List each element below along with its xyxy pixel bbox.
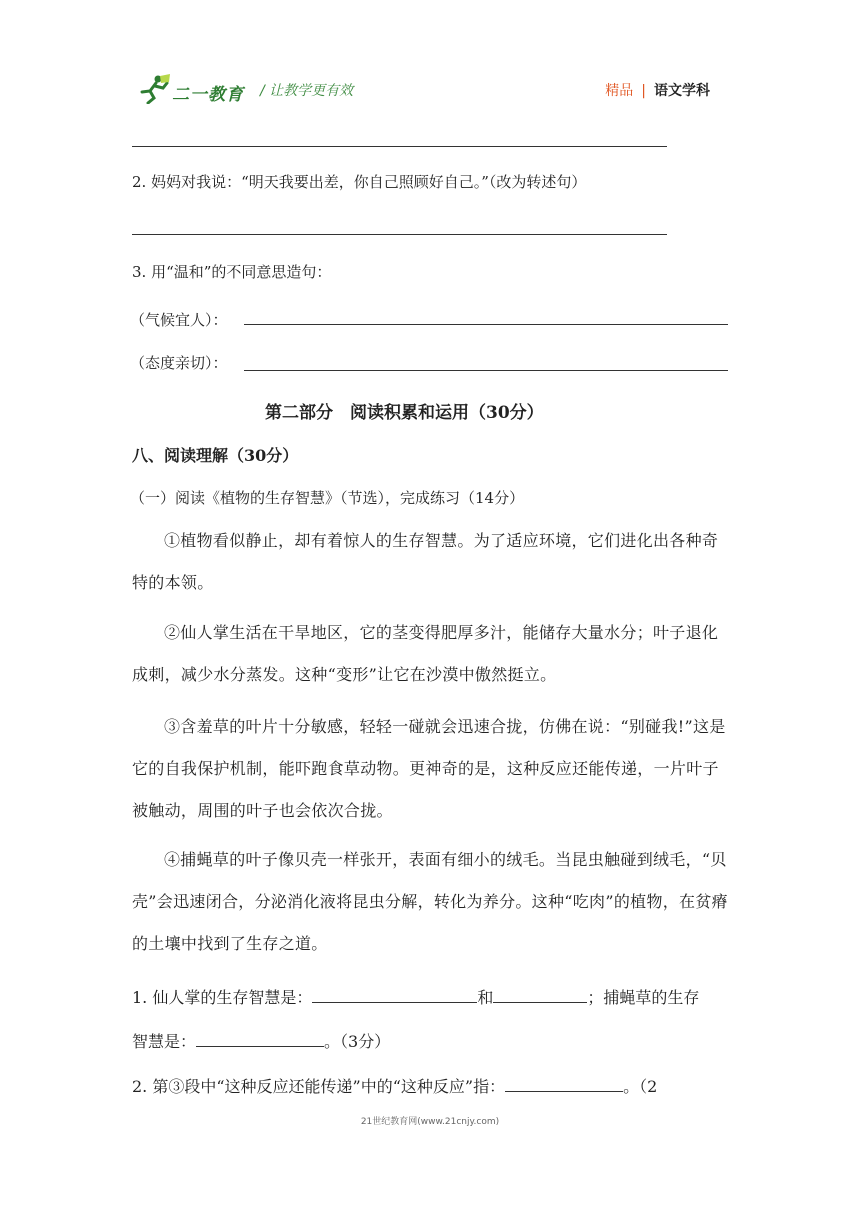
answer-line-3a (244, 324, 728, 325)
reading-intro: （一）阅读《植物的生存智慧》（节选），完成练习（14分） (130, 489, 525, 507)
footer-source: 21世纪教育网(www.21cnjy.com) (360, 1117, 500, 1127)
reading-question-1 (132, 986, 699, 1008)
question-3a-label: （气候宜人）： (130, 311, 228, 329)
q1-and: 和 (477, 988, 494, 1007)
q1-blank-2[interactable] (493, 986, 587, 1003)
subject-label: 语文学科 (654, 83, 710, 99)
reading-question-1-cont (132, 1030, 390, 1052)
q1-prefix-2: 智慧是： (132, 1032, 197, 1051)
question-2-rewrite: 2. 妈妈对我说：“明天我要出差，你自己照顾好自己。”（改为转述句） (132, 173, 587, 191)
question-3-sentence: 3. 用“温和”的不同意思造句： (132, 263, 332, 281)
q1-score: 。（3分） (324, 1032, 391, 1051)
logo-text: 二一教育 (172, 85, 244, 105)
answer-line-2 (132, 234, 667, 235)
paragraph-4: ④捕蝇草的叶子像贝壳一样张开，表面有细小的绒毛。当昆虫触碰到绒毛，“贝壳”会迅速闭合，分泌消化液将昆虫分解，转化为养分。这种“吃肉”的植物，在贫瘠的土壤中找到了生存之道。 (132, 850, 728, 953)
question-3b-label: （态度亲切）： (130, 354, 228, 372)
header-subject (605, 80, 710, 100)
answer-line-1 (132, 146, 667, 147)
part-2-title: 第二部分 阅读积累和运用（30分） (265, 403, 544, 423)
logo (136, 74, 246, 104)
quality-label: 精品 (605, 83, 634, 99)
q1-blank-1[interactable] (312, 986, 477, 1003)
paragraph-2: ②仙人掌生活在干旱地区，它的茎变得肥厚多汁，能储存大量水分；叶子退化成刺，减少水分蒸发。这种“变形”让它在沙漠中傲然挺立。 (132, 623, 719, 684)
paragraph-3: ③含羞草的叶片十分敏感，轻轻一碰就会迅速合拢，仿佛在说：“别碰我!”这是它的自我保护机制，能吓跑食草动物。更神奇的是，这种反应还能传递，一片叶子被触动，周围的叶子也会依次合拢。 (132, 717, 726, 820)
section-8-title: 八、阅读理解（30分） (132, 446, 299, 465)
q1-prefix: 1. 仙人掌的生存智慧是： (132, 988, 313, 1007)
answer-line-3b (244, 370, 728, 371)
runner-logo-icon (136, 74, 172, 104)
q2-score: 。（2 (623, 1077, 658, 1096)
q1-suffix: ；捕蝇草的生存 (587, 988, 700, 1007)
q2-blank[interactable] (505, 1075, 623, 1092)
q1-blank-3[interactable] (196, 1030, 324, 1047)
page-header (136, 70, 736, 110)
reading-question-2 (132, 1075, 657, 1097)
slogan: / 让教学更有效 (260, 83, 354, 99)
q2-prefix: 2. 第③段中“这种反应还能传递”中的“这种反应”指： (132, 1077, 506, 1096)
paragraph-1: ①植物看似静止，却有着惊人的生存智慧。为了适应环境，它们进化出各种奇特的本领。 (132, 531, 719, 592)
header-divider: | (641, 83, 646, 99)
